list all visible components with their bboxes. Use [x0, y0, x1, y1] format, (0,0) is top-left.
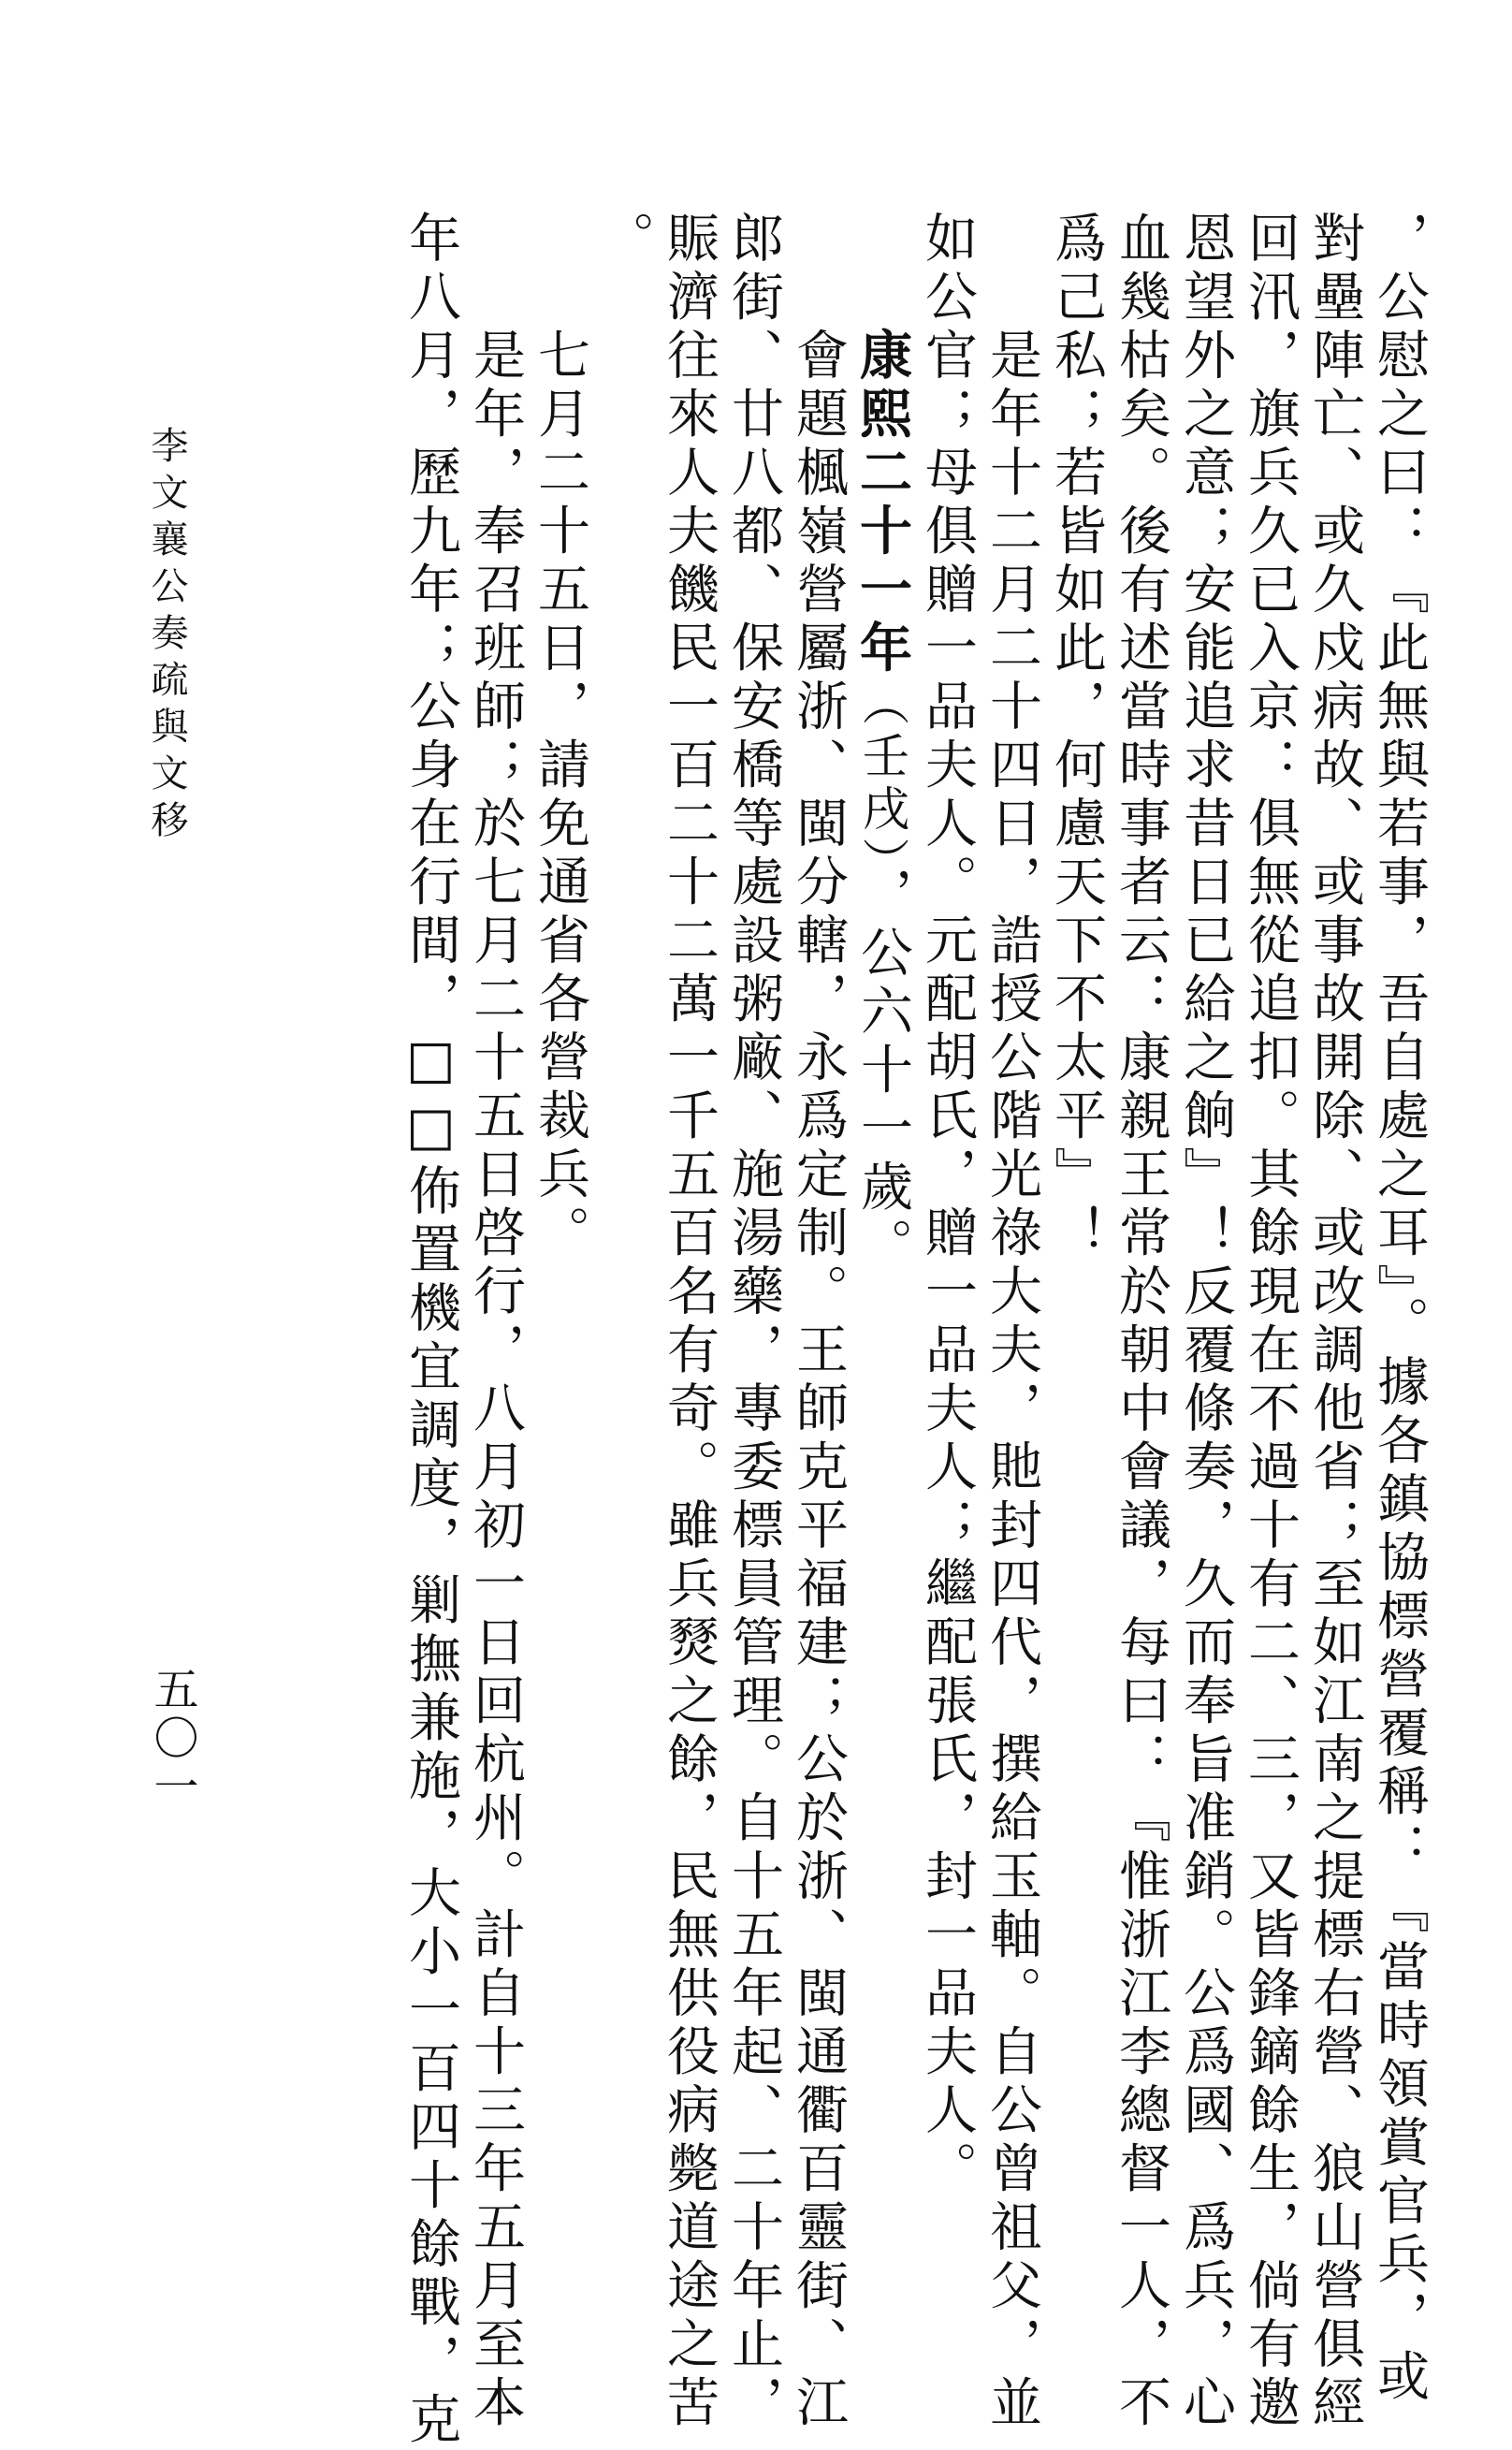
year-heading: [851, 328, 913, 1276]
year-heading-ganzhi: （壬戌）: [855, 678, 909, 867]
book-title-footer: 李文襄公奏疏與文移: [145, 426, 188, 847]
page-number: 五〇一: [146, 1666, 198, 1812]
text-column-16: 年八月，歷九年；公身在行間，□□佈置機宜調度，剿撫兼施，大小一百四十餘戰，克: [400, 211, 461, 2450]
text-column-2: 對壘陣亡、或久戍病故、或事故開除、或改調他省；至如江南之提標右營、狼山營俱經: [1304, 211, 1365, 2433]
year-heading-age: ，公六十一歲。: [852, 867, 913, 1276]
text-column-15: 是年，奉召班師；於七月二十五日啓行，八月初一日回杭州。計自十三年五月至本: [465, 328, 526, 2433]
text-column-8: 如公官；母俱贈一品夫人。元配胡氏，贈一品夫人；繼配張氏，封一品夫人。: [917, 211, 978, 2199]
year-heading-title: 康熙二十一年: [851, 328, 913, 678]
text-column-14: 七月二十五日，請免通省各營裁兵。: [530, 328, 590, 1263]
text-column-4: 恩望外之意；安能追求昔日已給之餉』！反覆條奏，久而奉旨准銷。公爲國、爲兵，心: [1175, 211, 1236, 2433]
text-column-11: 郎街、廿八都、保安橋等處設粥廠、施湯藥，專委標員管理。自十五年起、二十年止，: [723, 211, 784, 2433]
text-column-10: 會題楓嶺營屬浙、閩分轄，永爲定制。王師克平福建；公於浙、閩通衢百靈街、江: [788, 328, 849, 2433]
text-column-13: 。: [594, 211, 655, 270]
text-column-7: 是年十二月二十四日，誥授公階光祿大夫，貤封四代，撰給玉軸。自公曾祖父，並: [981, 328, 1042, 2433]
text-column-12: 賑濟往來人夫饑民一百二十二萬一千五百名有奇。雖兵燹之餘，民無供役病斃道途之苦: [659, 211, 720, 2433]
text-column-1: ，公慰之曰：『此無與若事，吾自處之耳』。據各鎮協標營覆稱：『當時領賞官兵，或: [1369, 211, 1430, 2407]
text-column-6: 爲己私；若皆如此，何慮天下不太平』！: [1046, 211, 1107, 1263]
text-column-5: 血幾枯矣。後有述當時事者云：康親王常於朝中會議，每曰：『惟浙江李總督一人，不: [1111, 211, 1171, 2433]
text-column-3: 回汛，旗兵久已入京：俱無從追扣。其餘現在不過十有二、三，又皆鋒鏑餘生，倘有邀: [1240, 211, 1301, 2433]
